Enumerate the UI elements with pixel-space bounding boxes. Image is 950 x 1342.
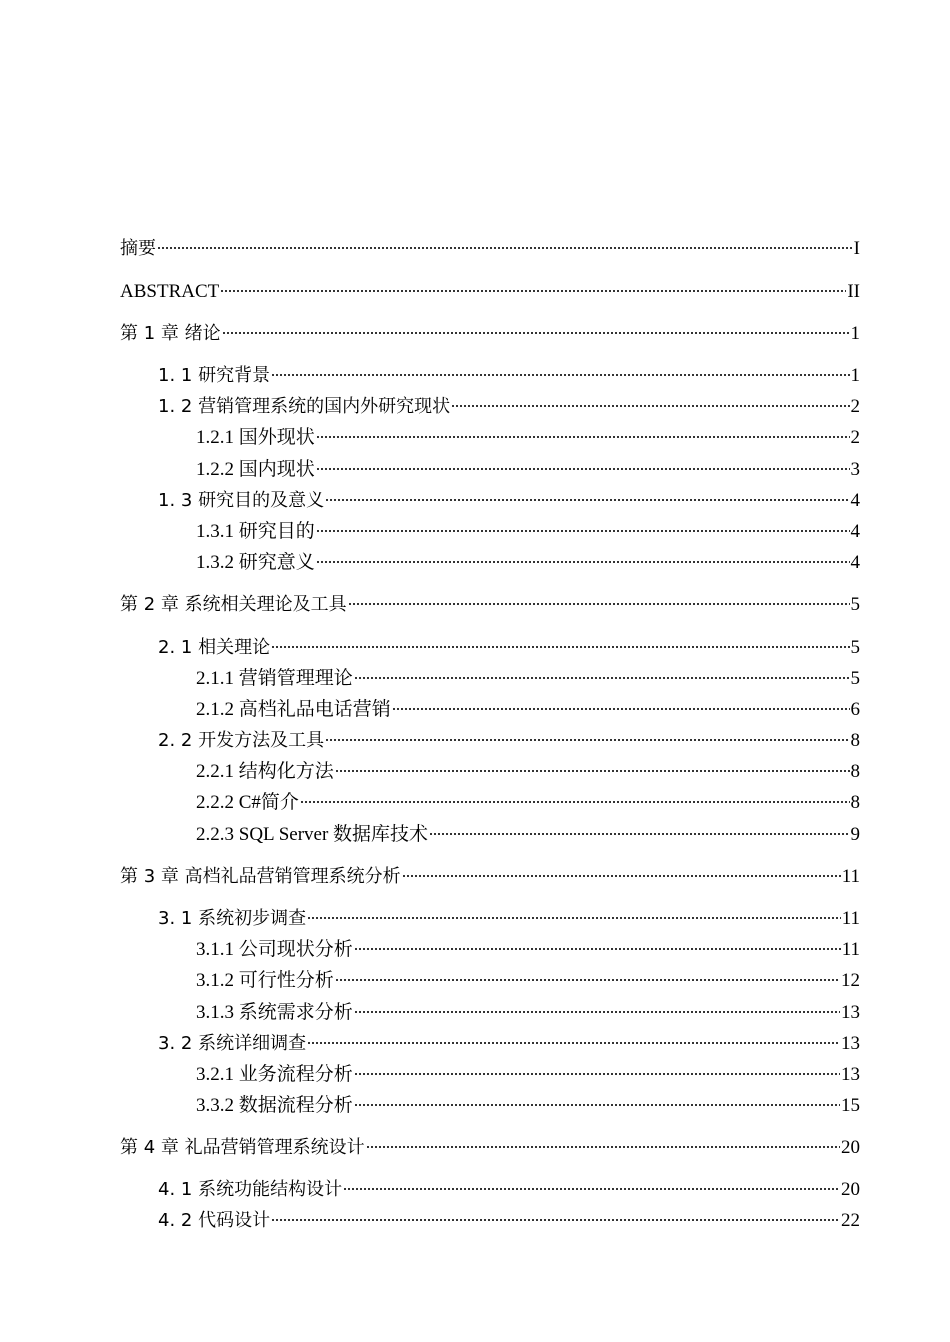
toc-entry-page: 8	[850, 730, 860, 751]
dot-leader	[348, 603, 850, 605]
toc-entry-subsection-2-2-3[interactable]	[196, 823, 860, 847]
dot-leader	[325, 499, 849, 501]
toc-entry-page: 5	[850, 594, 860, 615]
toc-entry-section-2-2[interactable]	[158, 729, 860, 753]
toc-entry-label: 第 1 章 绪论	[120, 323, 221, 344]
toc-entry-label: 3.2.1 业务流程分析	[196, 1064, 353, 1085]
dot-leader	[354, 1104, 840, 1106]
toc-entry-page: 22	[841, 1210, 860, 1231]
toc-entry-section-2-1[interactable]	[158, 636, 860, 660]
toc-entry-page: I	[853, 238, 860, 259]
dot-leader	[343, 1188, 840, 1190]
toc-entry-abstract-en[interactable]	[120, 280, 860, 304]
dot-leader	[316, 530, 850, 532]
dot-leader	[300, 801, 850, 803]
toc-entry-label: 1. 2 营销管理系统的国内外研究现状	[158, 396, 451, 417]
dot-leader	[354, 1073, 840, 1075]
toc-entry-page: 11	[841, 866, 860, 887]
toc-entry-subsection-1-3-2[interactable]	[196, 551, 860, 575]
toc-entry-subsection-1-2-2[interactable]	[196, 458, 860, 482]
toc-entry-section-4-2[interactable]	[158, 1209, 860, 1233]
dot-leader	[316, 561, 850, 563]
toc-entry-subsection-1-2-1[interactable]	[196, 426, 860, 450]
toc-entry-page: 11	[841, 908, 860, 929]
toc-entry-page: 4	[850, 490, 860, 511]
dot-leader	[354, 948, 841, 950]
toc-entry-page: 15	[841, 1095, 860, 1116]
toc-entry-page: 2	[850, 396, 860, 417]
toc-entry-label: 3. 1 系统初步调查	[158, 908, 307, 929]
dot-leader	[325, 739, 849, 741]
toc-entry-subsection-3-1-2[interactable]	[196, 969, 860, 993]
toc-entry-page: 5	[850, 637, 860, 658]
toc-entry-subsection-2-2-1[interactable]	[196, 760, 860, 784]
toc-entry-label: 2.1.1 营销管理理论	[196, 668, 353, 689]
toc-entry-label: 3.1.2 可行性分析	[196, 970, 334, 991]
toc-entry-chapter-2[interactable]	[120, 593, 860, 617]
toc-entry-label: 1.2.1 国外现状	[196, 427, 315, 448]
toc-entry-page: 12	[841, 970, 860, 991]
toc-entry-page: 2	[850, 427, 860, 448]
dot-leader	[307, 1042, 840, 1044]
toc-entry-label: 2.2.3 SQL Server 数据库技术	[196, 824, 429, 845]
toc-entry-page: 13	[841, 1002, 860, 1023]
dot-leader	[316, 436, 850, 438]
toc-entry-page: 20	[841, 1137, 860, 1158]
toc-entry-label: 2.2.1 结构化方法	[196, 761, 334, 782]
dot-leader	[429, 833, 849, 835]
toc-entry-page: II	[847, 281, 860, 302]
toc-entry-label: 第 4 章 礼品营销管理系统设计	[120, 1137, 365, 1158]
toc-entry-label: 1. 3 研究目的及意义	[158, 490, 325, 511]
dot-leader	[392, 708, 850, 710]
dot-leader	[316, 468, 850, 470]
toc-entry-label: 4. 2 代码设计	[158, 1210, 271, 1231]
toc-entry-label: 1.2.2 国内现状	[196, 459, 315, 480]
toc-entry-section-4-1[interactable]	[158, 1178, 860, 1202]
toc-entry-label: 4. 1 系统功能结构设计	[158, 1179, 343, 1200]
toc-entry-page: 4	[850, 552, 860, 573]
toc-entry-abstract-cn[interactable]	[120, 237, 860, 261]
dot-leader	[366, 1146, 840, 1148]
dot-leader	[271, 374, 849, 376]
toc-entry-page: 1	[850, 323, 860, 344]
toc-entry-label: 摘要	[120, 238, 156, 259]
toc-entry-label: 1.3.2 研究意义	[196, 552, 315, 573]
toc-entry-label: 2. 2 开发方法及工具	[158, 730, 325, 751]
dot-leader	[222, 332, 850, 334]
dot-leader	[335, 770, 850, 772]
dot-leader	[402, 875, 841, 877]
toc-entry-label: 3.1.3 系统需求分析	[196, 1002, 353, 1023]
toc-entry-page: 8	[850, 792, 860, 813]
toc-entry-label: 2.1.2 高档礼品电话营销	[196, 699, 391, 720]
toc-entry-page: 13	[841, 1033, 860, 1054]
dot-leader	[220, 290, 846, 292]
toc-entry-chapter-1[interactable]	[120, 322, 860, 346]
dot-leader	[354, 1011, 840, 1013]
toc-entry-page: 8	[850, 761, 860, 782]
dot-leader	[307, 917, 841, 919]
toc-entry-subsection-3-2-1[interactable]	[196, 1063, 860, 1087]
toc-entry-subsection-3-1-1[interactable]	[196, 938, 860, 962]
toc-entry-page: 11	[841, 939, 860, 960]
toc-entry-label: 第 3 章 高档礼品营销管理系统分析	[120, 866, 401, 887]
toc-entry-page: 13	[841, 1064, 860, 1085]
toc-entry-chapter-4[interactable]	[120, 1136, 860, 1160]
toc-entry-subsection-3-3-2[interactable]	[196, 1094, 860, 1118]
toc-entry-chapter-3[interactable]	[120, 865, 860, 889]
toc-entry-page: 3	[850, 459, 860, 480]
dot-leader	[271, 1219, 840, 1221]
toc-entry-subsection-2-2-2[interactable]	[196, 791, 860, 815]
toc-entry-section-1-3[interactable]	[158, 489, 860, 513]
dot-leader	[271, 646, 849, 648]
toc-entry-section-1-2[interactable]	[158, 395, 860, 419]
toc-entry-subsection-1-3-1[interactable]	[196, 520, 860, 544]
toc-entry-label: 2. 1 相关理论	[158, 637, 271, 658]
toc-entry-section-3-1[interactable]	[158, 907, 860, 931]
dot-leader	[354, 677, 850, 679]
toc-entry-page: 6	[850, 699, 860, 720]
toc-entry-label: 3.3.2 数据流程分析	[196, 1095, 353, 1116]
toc-entry-label: ABSTRACT	[120, 281, 220, 302]
toc-entry-label: 1. 1 研究背景	[158, 365, 271, 386]
toc-entry-page: 9	[850, 824, 860, 845]
dot-leader	[157, 247, 853, 249]
dot-leader	[451, 405, 849, 407]
toc-entry-subsection-2-1-1[interactable]	[196, 667, 860, 691]
toc-entry-label: 1.3.1 研究目的	[196, 521, 315, 542]
toc-entry-section-3-2[interactable]	[158, 1032, 860, 1056]
toc-entry-page: 5	[850, 668, 860, 689]
toc-entry-label: 3. 2 系统详细调查	[158, 1033, 307, 1054]
toc-entry-page: 1	[850, 365, 860, 386]
toc-entry-subsection-2-1-2[interactable]	[196, 698, 860, 722]
toc-entry-section-1-1[interactable]	[158, 364, 860, 388]
dot-leader	[335, 979, 840, 981]
toc-entry-label: 第 2 章 系统相关理论及工具	[120, 594, 347, 615]
toc-entry-label: 2.2.2 C#简介	[196, 792, 299, 813]
toc-entry-page: 4	[850, 521, 860, 542]
toc-entry-subsection-3-1-3[interactable]	[196, 1001, 860, 1025]
toc-entry-page: 20	[841, 1179, 860, 1200]
toc-entry-label: 3.1.1 公司现状分析	[196, 939, 353, 960]
